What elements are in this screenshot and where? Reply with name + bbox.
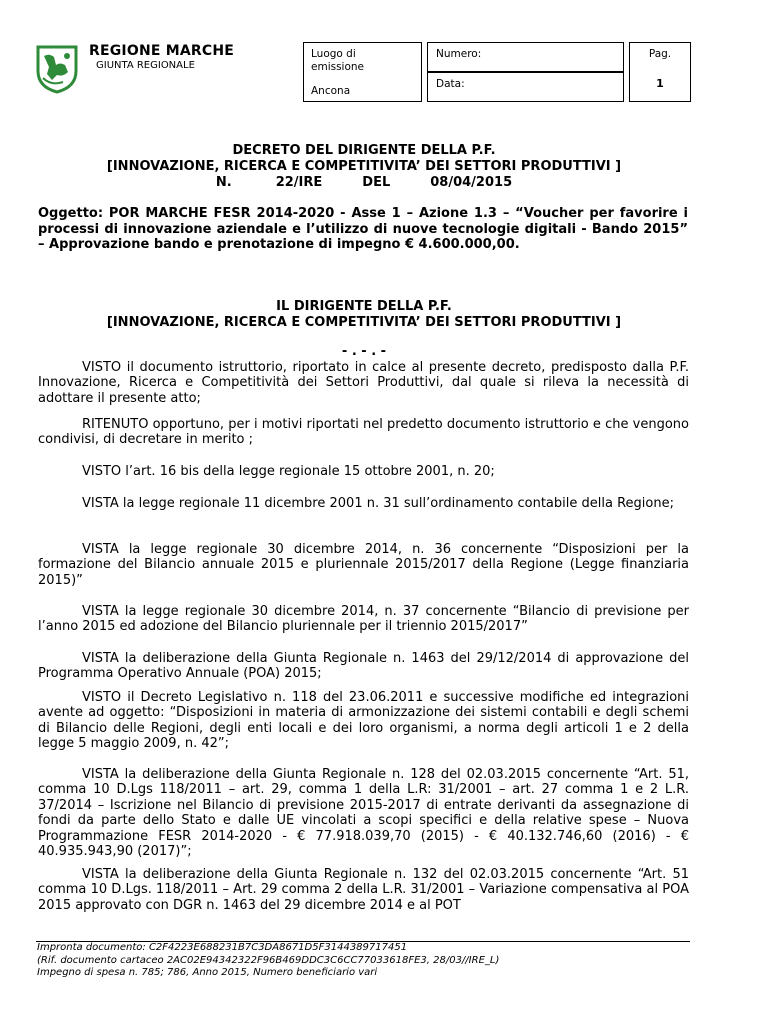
decree-date-label: DEL <box>362 175 391 190</box>
paragraph: VISTO l’art. 16 bis della legge regionale 15 ottobre 2001, n. 20; <box>82 464 495 479</box>
decree-title: DECRETO DEL DIRIGENTE DELLA P.F. <box>232 143 496 158</box>
section-separator: - . - . - <box>341 344 387 359</box>
decree-number: 22/IRE <box>275 175 323 190</box>
organization-name: REGIONE MARCHE <box>89 43 235 59</box>
decree-office: [INNOVAZIONE, RICERCA E COMPETITIVITA’ DEI SETTORI PRODUTTIVI ] <box>106 159 622 174</box>
place-of-issue-box <box>303 42 422 102</box>
place-of-issue-label: Luogo di emissione <box>311 48 365 73</box>
paragraph: VISTA la legge regionale 30 dicembre 2014, n. 37 concernente “Bilancio di previsione per l’anno 2015 ed adozione del Bilancio pluriennale per il triennio 2015/2017” <box>38 604 689 635</box>
page-number: 1 <box>656 77 664 90</box>
spending-commitment: Impegno di spesa n. 785; 786, Anno 2015, Numero beneficiario vari <box>37 967 378 978</box>
regione-marche-logo-icon <box>35 44 79 94</box>
number-label: Numero: <box>436 48 482 60</box>
organization-block <box>89 43 234 72</box>
paragraph: VISTA la legge regionale 11 dicembre 2001 n. 31 sull’ordinamento contabile della Regione; <box>82 496 674 511</box>
paragraph: VISTA la legge regionale 30 dicembre 2014, n. 36 concernente “Disposizioni per la formazione del Bilancio annuale 2015 e pluriennale 2015/2017 della Regione (Legge finanziaria 2015)” <box>38 542 689 588</box>
decree-number-line <box>36 175 692 191</box>
paragraph: RITENUTO opportuno, per i motivi riportati nel predetto documento istruttorio e che vengono condivisi, di decretare in merito ; <box>38 417 689 448</box>
page-label: Pag. <box>648 48 672 60</box>
decree-subject: Oggetto: POR MARCHE FESR 2014-2020 - Asse 1 – Azione 1.3 – “Voucher per favorire i processi di innovazione aziendale e l’utilizzo di nuove tecnologie digitali - Bando 2015” – Approvazione bando e prenotazione di impegno € 4.600.000,00. <box>38 206 688 252</box>
place-of-issue-value: Ancona <box>311 85 351 97</box>
footer <box>37 942 499 980</box>
paragraph: VISTA la deliberazione della Giunta Regionale n. 132 del 02.03.2015 concernente “Art. 51 comma 10 D.Lgs. 118/2011 – Art. 29 comma 2 della L.R. 31/2001 – Variazione compensativa al POA 2015 approvato con DGR n. 1463 del 29 dicembre 2014 e al POT <box>38 867 689 913</box>
decree-number-label: N. <box>215 175 232 190</box>
paragraph: VISTA la deliberazione della Giunta Regionale n. 1463 del 29/12/2014 di approvazione del Programma Operativo Annuale (POA) 2015; <box>38 651 689 682</box>
date-box <box>427 72 624 102</box>
paragraph: VISTO il documento istruttorio, riportato in calce al presente decreto, predisposto dalla P.F. Innovazione, Ricerca e Competitività dei Settori Produttivi, dal quale si rileva la necessità di adottare il presente atto; <box>38 360 689 406</box>
date-label: Data: <box>436 78 465 90</box>
number-box <box>427 42 624 72</box>
director-heading: IL DIRIGENTE DELLA P.F. <box>276 299 452 314</box>
paragraph: VISTA la deliberazione della Giunta Regionale n. 128 del 02.03.2015 concernente “Art. 51, comma 10 D.Lgs 118/2011 – art. 29, comma 1 della L.R: 31/2001 – art. 27 comma 1 e 2 L.R. 37/2014 – Iscrizione nel Bilancio di previsione 2015-2017 di entrate derivanti da assegnazione di fondi da parte dello Stato e dalle UE vincolati a scopi specifici e della relative spese – Nuova Programmazione FESR 2014-2020 - € 77.918.039,70 (2015) - € 40.132.746,60 (2016) - € 40.935.943,90 (2017)”; <box>38 767 689 860</box>
paragraph: VISTO il Decreto Legislativo n. 118 del 23.06.2011 e successive modifiche ed integrazioni avente ad oggetto: “Disposizioni in materia di armonizzazione dei sistemi contabili e degli schemi di Bilancio delle Regioni, degli enti locali e dei loro organismi, a norma degli articoli 1 e 2 della legge 5 maggio 2009, n. 42”; <box>38 690 689 752</box>
page-box <box>629 42 691 102</box>
document-fingerprint: Impronta documento: C2F4223E688231B7C3DA8671D5F3144389717451 <box>37 942 408 953</box>
director-office: [INNOVAZIONE, RICERCA E COMPETITIVITA’ DEI SETTORI PRODUTTIVI ] <box>106 315 622 330</box>
organization-subtitle: GIUNTA REGIONALE <box>96 60 195 71</box>
decree-date: 08/04/2015 <box>430 175 513 190</box>
paper-document-reference: (Rif. documento cartaceo 2AC02E94342322F96B469DDC3C6CC77033618FE3, 28/03//IRE_L) <box>37 954 500 966</box>
